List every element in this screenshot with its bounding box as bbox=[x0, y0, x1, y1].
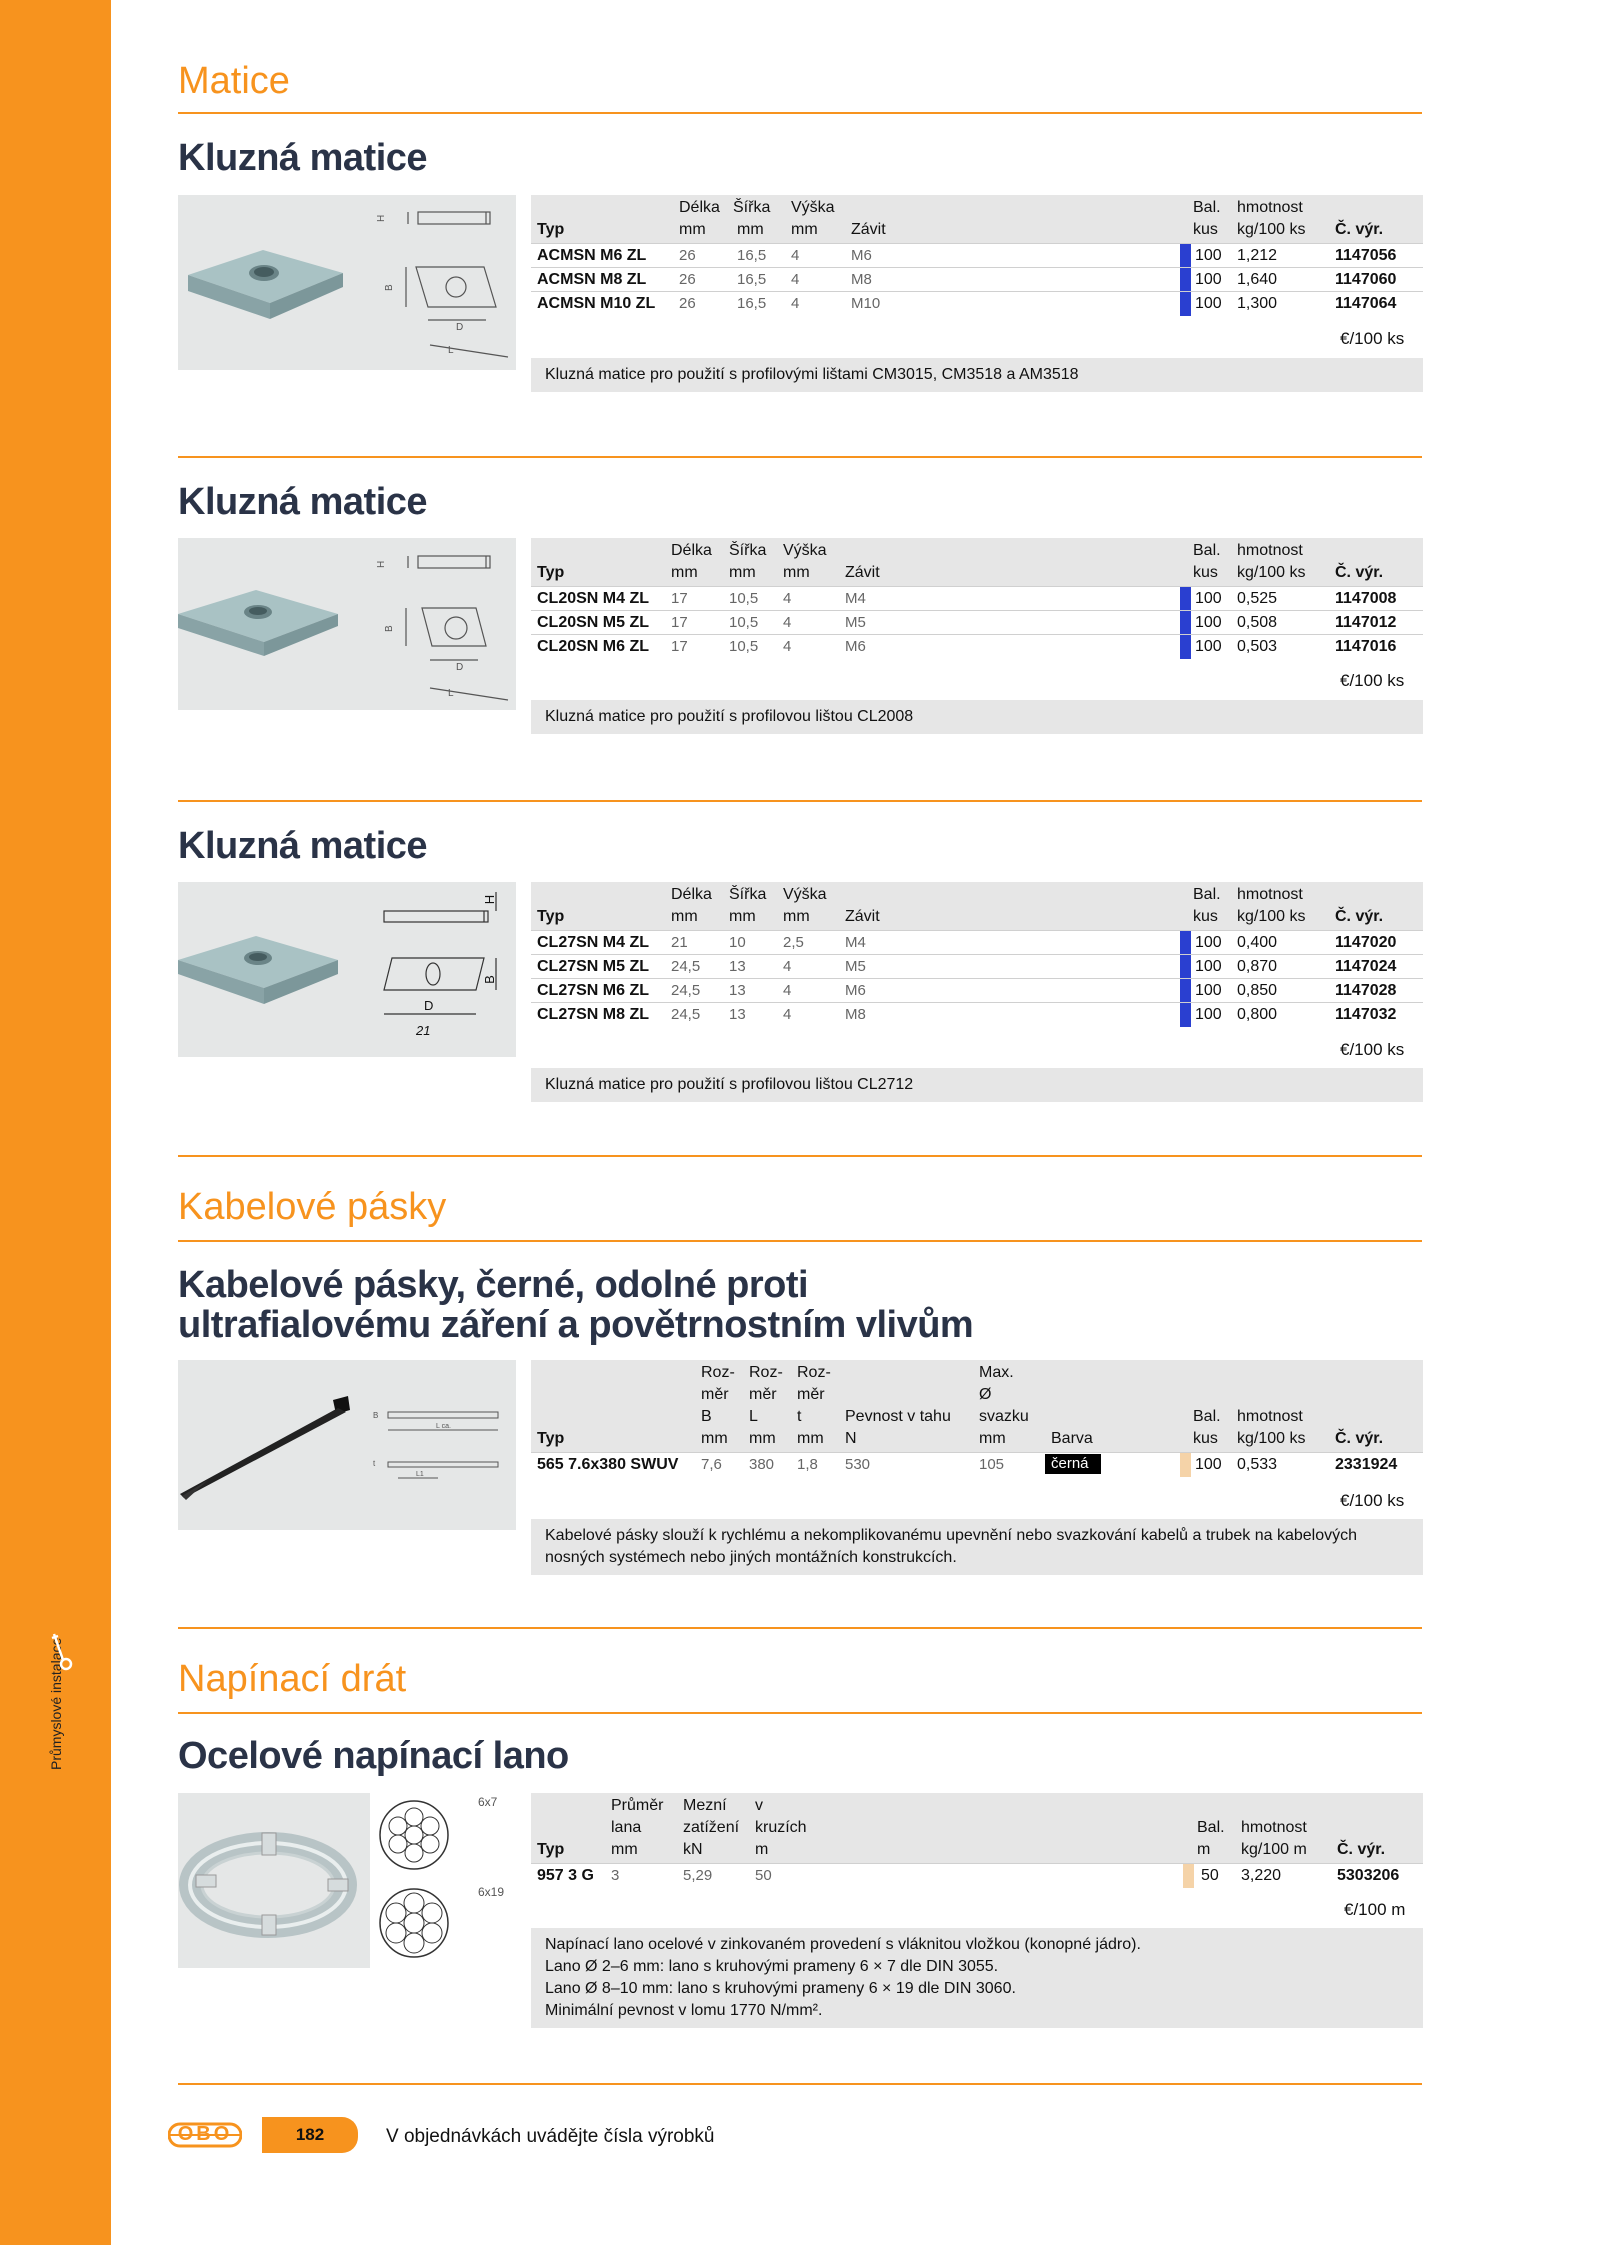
col-header-hmotnost: hmotnost bbox=[1237, 542, 1303, 559]
col-header-rozmer-b: měr bbox=[701, 1386, 729, 1403]
divider bbox=[178, 1240, 1422, 1242]
cell-vyska: 4 bbox=[783, 638, 792, 655]
price-unit: €/100 ks bbox=[1340, 1491, 1405, 1510]
section-title-matice: Matice bbox=[178, 60, 290, 102]
cell-cvyr: 2331924 bbox=[1335, 1456, 1398, 1473]
steel-rope-image bbox=[178, 1793, 516, 1968]
cell-vyska: 4 bbox=[783, 982, 792, 999]
section-title-kabelove-pasky: Kabelové pásky bbox=[178, 1186, 447, 1228]
table-row bbox=[531, 1452, 1423, 1476]
col-header-rozmer-b: Roz- bbox=[701, 1364, 735, 1381]
cell-sirka: 16,5 bbox=[737, 271, 767, 288]
cell-hmotnost: 0,400 bbox=[1237, 934, 1278, 951]
cell-bal: 100 bbox=[1195, 638, 1222, 655]
cell-hmotnost: 0,503 bbox=[1237, 638, 1278, 655]
product-description: Kluzná matice pro použití s profilovou lištou CL2008 bbox=[531, 700, 1423, 734]
col-unit: mm bbox=[729, 908, 756, 925]
cell-vyska: 4 bbox=[791, 295, 800, 312]
row-marker bbox=[1180, 587, 1191, 611]
col-header-rozmer-l: Roz- bbox=[749, 1364, 783, 1381]
cell-hmotnost: 0,508 bbox=[1237, 614, 1278, 631]
col-unit: mm bbox=[979, 1430, 1006, 1447]
col-header-v-kruzich: kruzích bbox=[755, 1819, 807, 1836]
cell-delka: 21 bbox=[671, 934, 688, 951]
cell-bal: 100 bbox=[1195, 590, 1222, 607]
product-image-box bbox=[178, 882, 516, 1057]
product-table bbox=[531, 538, 1423, 658]
row-marker bbox=[1180, 1453, 1191, 1477]
cell-sirka: 13 bbox=[729, 958, 746, 975]
table-row bbox=[531, 1002, 1423, 1026]
cell-typ: ACMSN M8 ZL bbox=[537, 271, 647, 288]
cell-typ: CL27SN M6 ZL bbox=[537, 982, 650, 999]
table-row bbox=[531, 954, 1423, 978]
table-row bbox=[531, 978, 1423, 1002]
cell-delka: 26 bbox=[679, 271, 696, 288]
col-unit: mm bbox=[797, 1430, 824, 1447]
col-unit: kus bbox=[1193, 1430, 1218, 1447]
cell-typ: CL20SN M5 ZL bbox=[537, 614, 650, 631]
col-header-max: Ø bbox=[979, 1386, 992, 1403]
cell-delka: 17 bbox=[671, 638, 688, 655]
col-header-cvyr: Č. výr. bbox=[1337, 1841, 1386, 1858]
cell-cvyr: 1147020 bbox=[1335, 934, 1397, 951]
col-unit: mm bbox=[783, 564, 810, 581]
col-header-barva: Barva bbox=[1051, 1430, 1093, 1447]
cell-cvyr: 5303206 bbox=[1337, 1867, 1400, 1884]
product-image-box bbox=[178, 1793, 516, 1968]
cell-rozmer-l: 380 bbox=[749, 1456, 775, 1473]
divider bbox=[178, 456, 1422, 458]
divider bbox=[178, 112, 1422, 114]
product-image-box bbox=[178, 538, 516, 710]
table-row bbox=[531, 291, 1423, 315]
cell-zavit: M6 bbox=[845, 638, 866, 655]
col-header-mezni: Mezní bbox=[683, 1797, 727, 1814]
col-header-bal: Bal. bbox=[1193, 199, 1221, 216]
cell-typ: ACMSN M6 ZL bbox=[537, 247, 647, 264]
col-header-cvyr: Č. výr. bbox=[1335, 221, 1384, 238]
col-header-typ: Typ bbox=[537, 1430, 565, 1447]
col-unit: kg/100 m bbox=[1241, 1841, 1307, 1858]
col-unit: mm bbox=[791, 221, 818, 238]
product-title bbox=[178, 1265, 973, 1345]
svg-text:H: H bbox=[376, 214, 387, 222]
cell-hmotnost: 0,800 bbox=[1237, 1006, 1278, 1023]
col-header-typ: Typ bbox=[537, 908, 565, 925]
section-title-napinaci-drat: Napínací drát bbox=[178, 1658, 407, 1700]
page-number: 182 bbox=[262, 2117, 358, 2153]
cell-hmotnost: 0,870 bbox=[1237, 958, 1278, 975]
row-marker bbox=[1180, 1003, 1191, 1027]
logo-text: OBO bbox=[177, 2123, 233, 2145]
table-row bbox=[531, 1863, 1423, 1887]
col-header-pevnost: Pevnost v tahu bbox=[845, 1408, 951, 1425]
cell-sirka: 10,5 bbox=[729, 614, 759, 631]
drawing-label-d: D bbox=[424, 998, 434, 1013]
cell-delka: 24,5 bbox=[671, 958, 701, 975]
col-unit: kg/100 ks bbox=[1237, 221, 1306, 238]
cell-delka: 26 bbox=[679, 295, 696, 312]
col-header-rozmer-l: L bbox=[749, 1408, 758, 1425]
col-header-zavit: Závit bbox=[845, 908, 880, 925]
cell-zavit: M4 bbox=[845, 590, 866, 607]
cell-cvyr: 1147024 bbox=[1335, 958, 1397, 975]
product-image-box bbox=[178, 195, 516, 370]
table-row bbox=[531, 930, 1423, 954]
obo-logo bbox=[168, 2120, 242, 2150]
description-line: Lano Ø 2–6 mm: lano s kruhovými prameny 6 × 7 dle DIN 3055. bbox=[545, 1958, 999, 1975]
row-marker bbox=[1183, 1864, 1194, 1888]
cell-cvyr: 1147060 bbox=[1335, 271, 1397, 288]
row-marker bbox=[1180, 635, 1191, 659]
cell-bal: 100 bbox=[1195, 271, 1222, 288]
cell-v-kruzich: 50 bbox=[755, 1867, 772, 1884]
col-unit: mm bbox=[737, 221, 764, 238]
col-header-v-kruzich: v bbox=[755, 1797, 763, 1814]
table-row bbox=[531, 586, 1423, 610]
cell-sirka: 16,5 bbox=[737, 247, 767, 264]
cell-sirka: 16,5 bbox=[737, 295, 767, 312]
price-unit: €/100 ks bbox=[1340, 329, 1405, 348]
col-unit: mm bbox=[671, 908, 698, 925]
cell-zavit: M10 bbox=[851, 295, 881, 312]
cell-hmotnost: 3,220 bbox=[1241, 1867, 1282, 1884]
table-row bbox=[531, 634, 1423, 658]
slide-nut-image bbox=[178, 538, 516, 710]
col-header-typ: Typ bbox=[537, 221, 565, 238]
price-unit: €/100 ks bbox=[1340, 671, 1405, 690]
product-title: Ocelové napínací lano bbox=[178, 1735, 569, 1777]
cell-bal: 100 bbox=[1195, 958, 1222, 975]
product-table bbox=[531, 1360, 1423, 1476]
col-header-hmotnost: hmotnost bbox=[1237, 1408, 1303, 1425]
col-unit: mm bbox=[679, 221, 706, 238]
cell-typ: CL27SN M5 ZL bbox=[537, 958, 650, 975]
cell-rozmer-t: 1,8 bbox=[797, 1456, 818, 1473]
svg-text:B: B bbox=[384, 284, 395, 291]
cell-barva: černá bbox=[1045, 1454, 1101, 1474]
cell-hmotnost: 0,525 bbox=[1237, 590, 1278, 607]
cell-pevnost: 530 bbox=[845, 1456, 871, 1473]
cell-sirka: 10,5 bbox=[729, 638, 759, 655]
col-header-delka: Délka bbox=[679, 199, 720, 216]
cell-mezni-zatizeni: 5,29 bbox=[683, 1867, 713, 1884]
cell-typ: CL27SN M8 ZL bbox=[537, 1006, 650, 1023]
cell-bal: 100 bbox=[1195, 934, 1222, 951]
product-table bbox=[531, 1793, 1423, 1887]
orange-side-bar bbox=[0, 0, 111, 2245]
cell-cvyr: 1147056 bbox=[1335, 247, 1397, 264]
table-row bbox=[531, 610, 1423, 634]
divider bbox=[178, 1712, 1422, 1714]
drawing-label-l: 21 bbox=[416, 1023, 431, 1038]
cell-typ: ACMSN M10 ZL bbox=[537, 295, 656, 312]
drawing-label-b: B bbox=[481, 975, 497, 984]
svg-text:L: L bbox=[448, 688, 454, 699]
row-marker bbox=[1180, 979, 1191, 1003]
cell-zavit: M5 bbox=[845, 958, 866, 975]
cell-hmotnost: 1,640 bbox=[1237, 271, 1278, 288]
col-header-max: svazku bbox=[979, 1408, 1029, 1425]
col-unit: kus bbox=[1193, 221, 1218, 238]
cross-section-label: 6x19 bbox=[478, 1885, 505, 1899]
cell-svazek: 105 bbox=[979, 1456, 1005, 1473]
cell-vyska: 4 bbox=[783, 1006, 792, 1023]
cell-hmotnost: 0,533 bbox=[1237, 1456, 1278, 1473]
col-header-vyska: Výška bbox=[783, 542, 827, 559]
col-header-sirka: Šířka bbox=[733, 199, 771, 216]
cell-hmotnost: 1,212 bbox=[1237, 247, 1278, 264]
cell-bal: 100 bbox=[1195, 1006, 1222, 1023]
col-unit: mm bbox=[749, 1430, 776, 1447]
cell-typ: CL27SN M4 ZL bbox=[537, 934, 650, 951]
svg-text:B: B bbox=[384, 625, 395, 632]
col-header-hmotnost: hmotnost bbox=[1237, 199, 1303, 216]
row-marker bbox=[1180, 611, 1191, 635]
cell-vyska: 4 bbox=[783, 590, 792, 607]
cell-cvyr: 1147032 bbox=[1335, 1006, 1397, 1023]
table-row bbox=[531, 267, 1423, 291]
product-title: Kluzná matice bbox=[178, 481, 428, 523]
product-title-line: ultrafialovému záření a povětrnostním vlivům bbox=[178, 1304, 974, 1346]
cell-vyska: 4 bbox=[783, 614, 792, 631]
description-line: Napínací lano ocelové v zinkovaném provedení s vláknitou vložkou (konopné jádro). bbox=[545, 1936, 1141, 1953]
col-header-cvyr: Č. výr. bbox=[1335, 1430, 1384, 1447]
price-unit: €/100 ks bbox=[1340, 1040, 1405, 1059]
col-header-prumer: Průměr bbox=[611, 1797, 664, 1814]
cell-cvyr: 1147064 bbox=[1335, 295, 1397, 312]
col-header-vyska: Výška bbox=[783, 886, 827, 903]
col-unit: mm bbox=[701, 1430, 728, 1447]
cell-typ: 957 3 G bbox=[537, 1867, 594, 1884]
col-header-rozmer-t: t bbox=[797, 1408, 802, 1425]
col-unit: N bbox=[845, 1430, 857, 1447]
row-marker bbox=[1180, 244, 1191, 268]
divider bbox=[178, 800, 1422, 802]
cell-vyska: 2,5 bbox=[783, 934, 804, 951]
col-unit: kus bbox=[1193, 564, 1218, 581]
row-marker bbox=[1180, 955, 1191, 979]
cell-zavit: M8 bbox=[851, 271, 872, 288]
col-unit: m bbox=[1197, 1841, 1211, 1858]
cell-zavit: M8 bbox=[845, 1006, 866, 1023]
product-title-line: Kabelové pásky, černé, odolné proti bbox=[178, 1264, 809, 1306]
col-header-delka: Délka bbox=[671, 886, 712, 903]
cell-zavit: M6 bbox=[845, 982, 866, 999]
svg-text:L1: L1 bbox=[416, 1471, 424, 1478]
cell-cvyr: 1147016 bbox=[1335, 638, 1397, 655]
cell-delka: 24,5 bbox=[671, 1006, 701, 1023]
col-header-vyska: Výška bbox=[791, 199, 835, 216]
col-unit: kg/100 ks bbox=[1237, 1430, 1306, 1447]
col-unit: mm bbox=[671, 564, 698, 581]
description-line: Minimální pevnost v lomu 1770 N/mm². bbox=[545, 2002, 823, 2019]
cell-zavit: M4 bbox=[845, 934, 866, 951]
cell-vyska: 4 bbox=[783, 958, 792, 975]
cell-cvyr: 1147008 bbox=[1335, 590, 1397, 607]
col-header-max: Max. bbox=[979, 1364, 1014, 1381]
col-header-bal: Bal. bbox=[1197, 1819, 1225, 1836]
divider bbox=[178, 1627, 1422, 1629]
col-header-cvyr: Č. výr. bbox=[1335, 908, 1384, 925]
col-header-bal: Bal. bbox=[1193, 886, 1221, 903]
cell-delka: 17 bbox=[671, 590, 688, 607]
col-header-sirka: Šířka bbox=[729, 542, 767, 559]
product-title: Kluzná matice bbox=[178, 137, 428, 179]
cell-hmotnost: 0,850 bbox=[1237, 982, 1278, 999]
product-image-box bbox=[178, 1360, 516, 1530]
divider bbox=[178, 2083, 1422, 2085]
col-header-rozmer-b: B bbox=[701, 1408, 712, 1425]
product-description: Kluzná matice pro použití s profilovou lištou CL2712 bbox=[531, 1068, 1423, 1102]
row-marker bbox=[1180, 268, 1191, 292]
divider bbox=[178, 1155, 1422, 1157]
cell-bal: 50 bbox=[1201, 1867, 1219, 1884]
col-header-rozmer-l: měr bbox=[749, 1386, 777, 1403]
cell-zavit: M5 bbox=[845, 614, 866, 631]
col-unit: kN bbox=[683, 1841, 703, 1858]
cell-bal: 100 bbox=[1195, 295, 1222, 312]
col-header-cvyr: Č. výr. bbox=[1335, 564, 1384, 581]
product-title: Kluzná matice bbox=[178, 825, 428, 867]
cell-delka: 26 bbox=[679, 247, 696, 264]
col-unit: kg/100 ks bbox=[1237, 564, 1306, 581]
svg-text:B: B bbox=[373, 1411, 379, 1420]
row-marker bbox=[1180, 931, 1191, 955]
product-table bbox=[531, 882, 1423, 1026]
cell-zavit: M6 bbox=[851, 247, 872, 264]
col-header-typ: Typ bbox=[537, 1841, 565, 1858]
slide-nut-image bbox=[178, 195, 516, 370]
cell-bal: 100 bbox=[1195, 614, 1222, 631]
side-label: Průmyslové instalace bbox=[48, 1637, 64, 1770]
slide-nut-image bbox=[178, 882, 516, 1057]
cell-cvyr: 1147028 bbox=[1335, 982, 1397, 999]
svg-text:H: H bbox=[376, 560, 387, 568]
cable-tie-image bbox=[178, 1360, 516, 1530]
cell-typ: 565 7.6x380 SWUV bbox=[537, 1456, 679, 1473]
col-header-delka: Délka bbox=[671, 542, 712, 559]
row-marker bbox=[1180, 292, 1191, 316]
col-header-prumer: lana bbox=[611, 1819, 642, 1836]
footer-note: V objednávkách uvádějte čísla výrobků bbox=[386, 2126, 715, 2147]
col-header-sirka: Šířka bbox=[729, 886, 767, 903]
col-unit: mm bbox=[729, 564, 756, 581]
col-header-bal: Bal. bbox=[1193, 1408, 1221, 1425]
screw-icon bbox=[50, 1630, 74, 1674]
cross-section-label: 6x7 bbox=[478, 1795, 498, 1809]
col-unit: kus bbox=[1193, 908, 1218, 925]
cell-typ: CL20SN M6 ZL bbox=[537, 638, 650, 655]
col-unit: mm bbox=[611, 1841, 638, 1858]
col-header-bal: Bal. bbox=[1193, 542, 1221, 559]
cell-sirka: 13 bbox=[729, 982, 746, 999]
col-header-rozmer-t: měr bbox=[797, 1386, 825, 1403]
svg-text:t: t bbox=[373, 1459, 376, 1468]
table-row bbox=[531, 243, 1423, 267]
cell-sirka: 10 bbox=[729, 934, 746, 951]
product-description: Kluzná matice pro použití s profilovými lištami CM3015, CM3518 a AM3518 bbox=[531, 358, 1423, 392]
cell-cvyr: 1147012 bbox=[1335, 614, 1397, 631]
drawing-label-h: H bbox=[482, 894, 498, 905]
svg-text:L ca.: L ca. bbox=[436, 1423, 451, 1430]
cell-delka: 17 bbox=[671, 614, 688, 631]
col-header-zavit: Závit bbox=[851, 221, 886, 238]
cell-bal: 100 bbox=[1195, 982, 1222, 999]
col-header-mezni: zatížení bbox=[683, 1819, 740, 1836]
cell-vyska: 4 bbox=[791, 271, 800, 288]
svg-text:D: D bbox=[456, 322, 464, 333]
cell-delka: 24,5 bbox=[671, 982, 701, 999]
description-line: Lano Ø 8–10 mm: lano s kruhovými prameny 6 × 19 dle DIN 3060. bbox=[545, 1980, 1016, 1997]
svg-text:L: L bbox=[448, 345, 454, 356]
product-table bbox=[531, 195, 1423, 315]
cell-bal: 100 bbox=[1195, 1456, 1222, 1473]
price-unit: €/100 m bbox=[1344, 1900, 1406, 1919]
cell-sirka: 10,5 bbox=[729, 590, 759, 607]
col-unit: kg/100 ks bbox=[1237, 908, 1306, 925]
cell-hmotnost: 1,300 bbox=[1237, 295, 1278, 312]
col-header-rozmer-t: Roz- bbox=[797, 1364, 831, 1381]
cell-typ: CL20SN M4 ZL bbox=[537, 590, 650, 607]
product-description: Kabelové pásky slouží k rychlému a nekomplikovanému upevnění nebo svazkování kabelů a trubek na kabelových nosných systémech nebo jiných montážních konstrukcích. bbox=[531, 1519, 1423, 1575]
col-header-typ: Typ bbox=[537, 564, 565, 581]
cell-vyska: 4 bbox=[791, 247, 800, 264]
col-unit: m bbox=[755, 1841, 769, 1858]
product-description bbox=[531, 1928, 1423, 2028]
col-header-hmotnost: hmotnost bbox=[1241, 1819, 1307, 1836]
cell-prumer: 3 bbox=[611, 1867, 620, 1884]
cell-sirka: 13 bbox=[729, 1006, 746, 1023]
col-unit: mm bbox=[783, 908, 810, 925]
cell-bal: 100 bbox=[1195, 247, 1222, 264]
col-header-zavit: Závit bbox=[845, 564, 880, 581]
svg-text:D: D bbox=[456, 662, 464, 673]
col-header-hmotnost: hmotnost bbox=[1237, 886, 1303, 903]
cell-rozmer-b: 7,6 bbox=[701, 1456, 722, 1473]
